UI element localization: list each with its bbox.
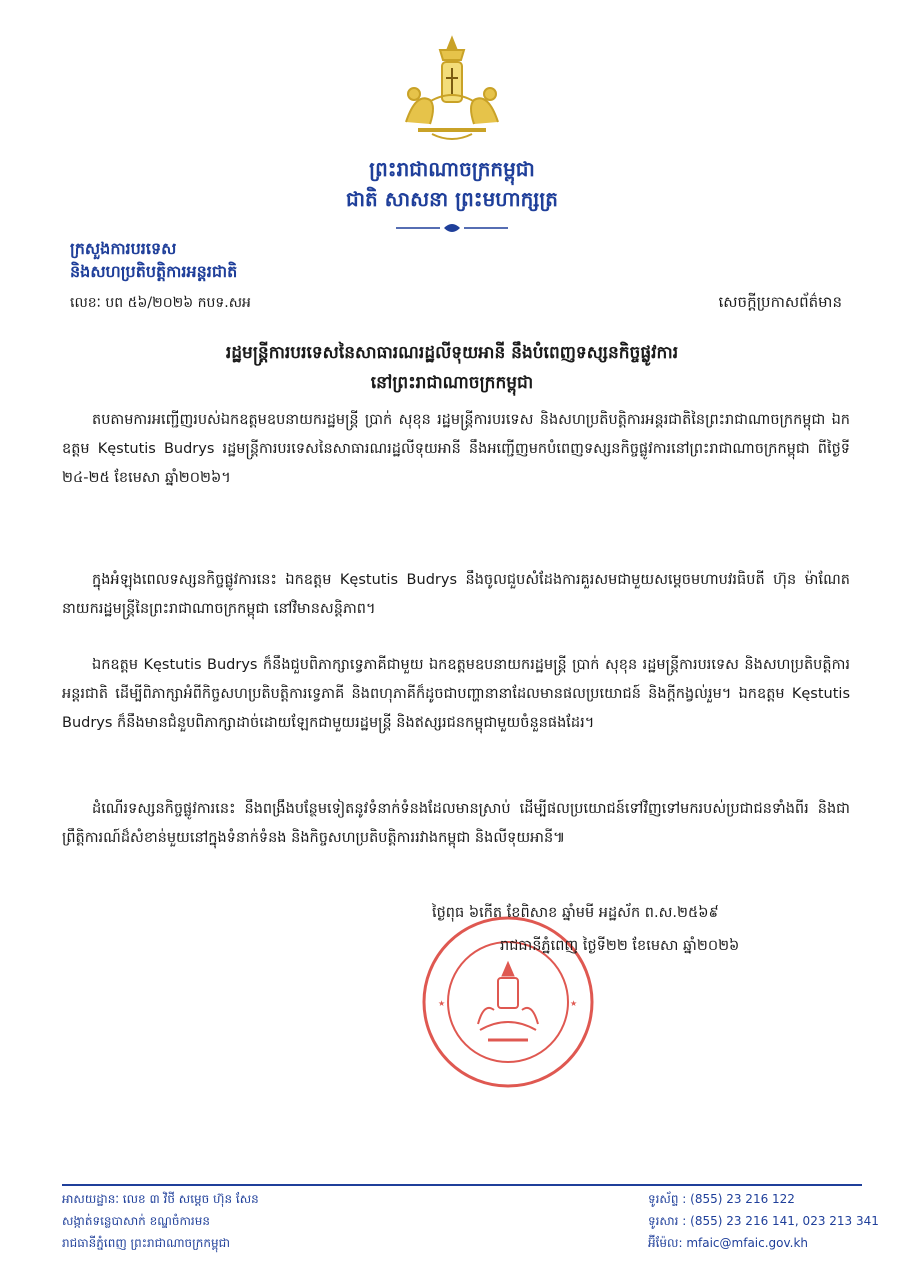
document-type: សេចក្តីប្រកាសព័ត៌មាន: [718, 293, 842, 311]
body-paragraph-1: តបតាមការអញ្ជើញរបស់ឯកឧត្តមឧបនាយករដ្ឋមន្ត្រី ប្រាក់ សុខុន រដ្ឋមន្ត្រីការបរទេស និងសហប្រតិបត្តិការអន្តរជាតិនៃព្រះរាជាណាចក្រកម្ពុជា ឯកឧត្តម Kęstutis Budrys រដ្ឋមន្ត្រីការបរទេសនៃសាធារណរដ្ឋលីទុយអានី នឹងអញ្ជើញមកបំពេញទស្សនកិច្ចផ្លូវការនៅព្រះរាជាណាចក្រកម្ពុជា ពីថ្ងៃទី ២៤-២៥ ខែមេសា ឆ្នាំ២០២៦។: [62, 412, 850, 486]
reference-number: លេខៈ បព ៥៦/២០២៦ កបទ.សអ: [70, 295, 251, 311]
address-line-2: សង្កាត់ទន្លេបាសាក់ ខណ្ឌចំការមន: [62, 1214, 210, 1228]
divider-ornament-icon: [392, 221, 512, 235]
fax-number: ទូរសារ : (855) 23 216 141, 023 213 341: [648, 1214, 879, 1228]
address-line-1: អាសយដ្ឋានៈ លេខ ៣ វិថី សម្តេច ហ៊ុន សែន: [62, 1192, 259, 1206]
lunar-date: ថ្ងៃពុធ ៦កើត ខែពិសាខ ឆ្នាំមមី អដ្ឋស័ក ព.ស.២៥៦៩: [432, 905, 719, 921]
body-paragraph-2: ក្នុងអំឡុងពេលទស្សនកិច្ចផ្លូវការនេះ ឯកឧត្តម Kęstutis Budrys នឹងចូលជួបសំដែងការគួរសមជាមួយសម្តេចមហាបវរធិបតី ហ៊ុន ម៉ាណែត នាយករដ្ឋមន្ត្រីនៃព្រះរាជាណាចក្រកម្ពុជា នៅវិមានសន្តិភាព។: [62, 572, 850, 617]
headline-line2: នៅព្រះរាជាណាចក្រកម្ពុជា: [370, 373, 534, 393]
email-address: អ៊ីម៉ែល: mfaic@mfaic.gov.kh: [648, 1236, 809, 1250]
body-paragraph-4: ដំណើរទស្សនកិច្ចផ្លូវការនេះ នឹងពង្រឹងបន្ថែមទៀតនូវទំនាក់ទំនងដែលមានស្រាប់ ដើម្បីផលប្រយោជន៍ទៅវិញទៅមករបស់ប្រជាជនទាំងពីរ និងជាព្រឹត្តិការណ៍ដ៏សំខាន់មួយនៅក្នុងទំនាក់ទំនង និងកិច្ចសហប្រតិបត្តិការរវាងកម្ពុជា និងលីទុយអានី៕: [62, 801, 850, 846]
footer-address: [62, 1188, 259, 1254]
address-line-3: រាជធានីភ្នំពេញ ព្រះរាជាណាចក្រកម្ពុជា: [62, 1236, 230, 1250]
kingdom-title: ព្រះរាជាណាចក្រកម្ពុជា: [369, 157, 535, 181]
ministry-name-line2: និងសហប្រតិបត្តិការអន្តរជាតិ: [70, 262, 238, 281]
footer-divider: [62, 1184, 862, 1186]
footer-contacts: [648, 1188, 879, 1254]
phone-number: ទូរស័ព្ទ : (855) 23 216 122: [648, 1192, 795, 1206]
headline-line1: រដ្ឋមន្ត្រីការបរទេសនៃសាធារណរដ្ឋលីទុយអានី នឹងបំពេញទស្សនកិច្ចផ្លូវការ: [225, 343, 679, 363]
royal-coat-of-arms-icon: [392, 34, 512, 146]
svg-text:★: ★: [570, 999, 578, 1008]
solar-date: រាជធានីភ្នំពេញ ថ្ងៃទី២២ ខែមេសា ឆ្នាំ២០២៦: [500, 938, 740, 954]
national-motto: ជាតិ សាសនា ព្រះមហាក្សត្រ: [346, 187, 558, 211]
ministry-name-line1: ក្រសួងការបរទេស: [70, 239, 177, 258]
svg-text:★: ★: [438, 999, 446, 1008]
body-paragraph-3: ឯកឧត្តម Kęstutis Budrys ក៏នឹងជួបពិភាក្សាទ្វេភាគីជាមួយ ឯកឧត្តមឧបនាយករដ្ឋមន្ត្រី ប្រាក់ សុខុន រដ្ឋមន្ត្រីការបរទេស និងសហប្រតិបត្តិការអន្តរជាតិ ដើម្បីពិភាក្សាអំពីកិច្ចសហប្រតិបត្តិការទ្វេភាគី និងពហុភាគីក៏ដូចជាបញ្ហានានាដែលមានផលប្រយោជន៍ និងក្តីកង្វល់រួម។ ឯកឧត្តម Kęstutis Budrys ក៏នឹងមានជំនួបពិភាក្សាដាច់ដោយឡែកជាមួយរដ្ឋមន្ត្រី និងឥស្សរជនកម្ពុជាមួយចំនួនផងដែរ។: [62, 657, 850, 731]
